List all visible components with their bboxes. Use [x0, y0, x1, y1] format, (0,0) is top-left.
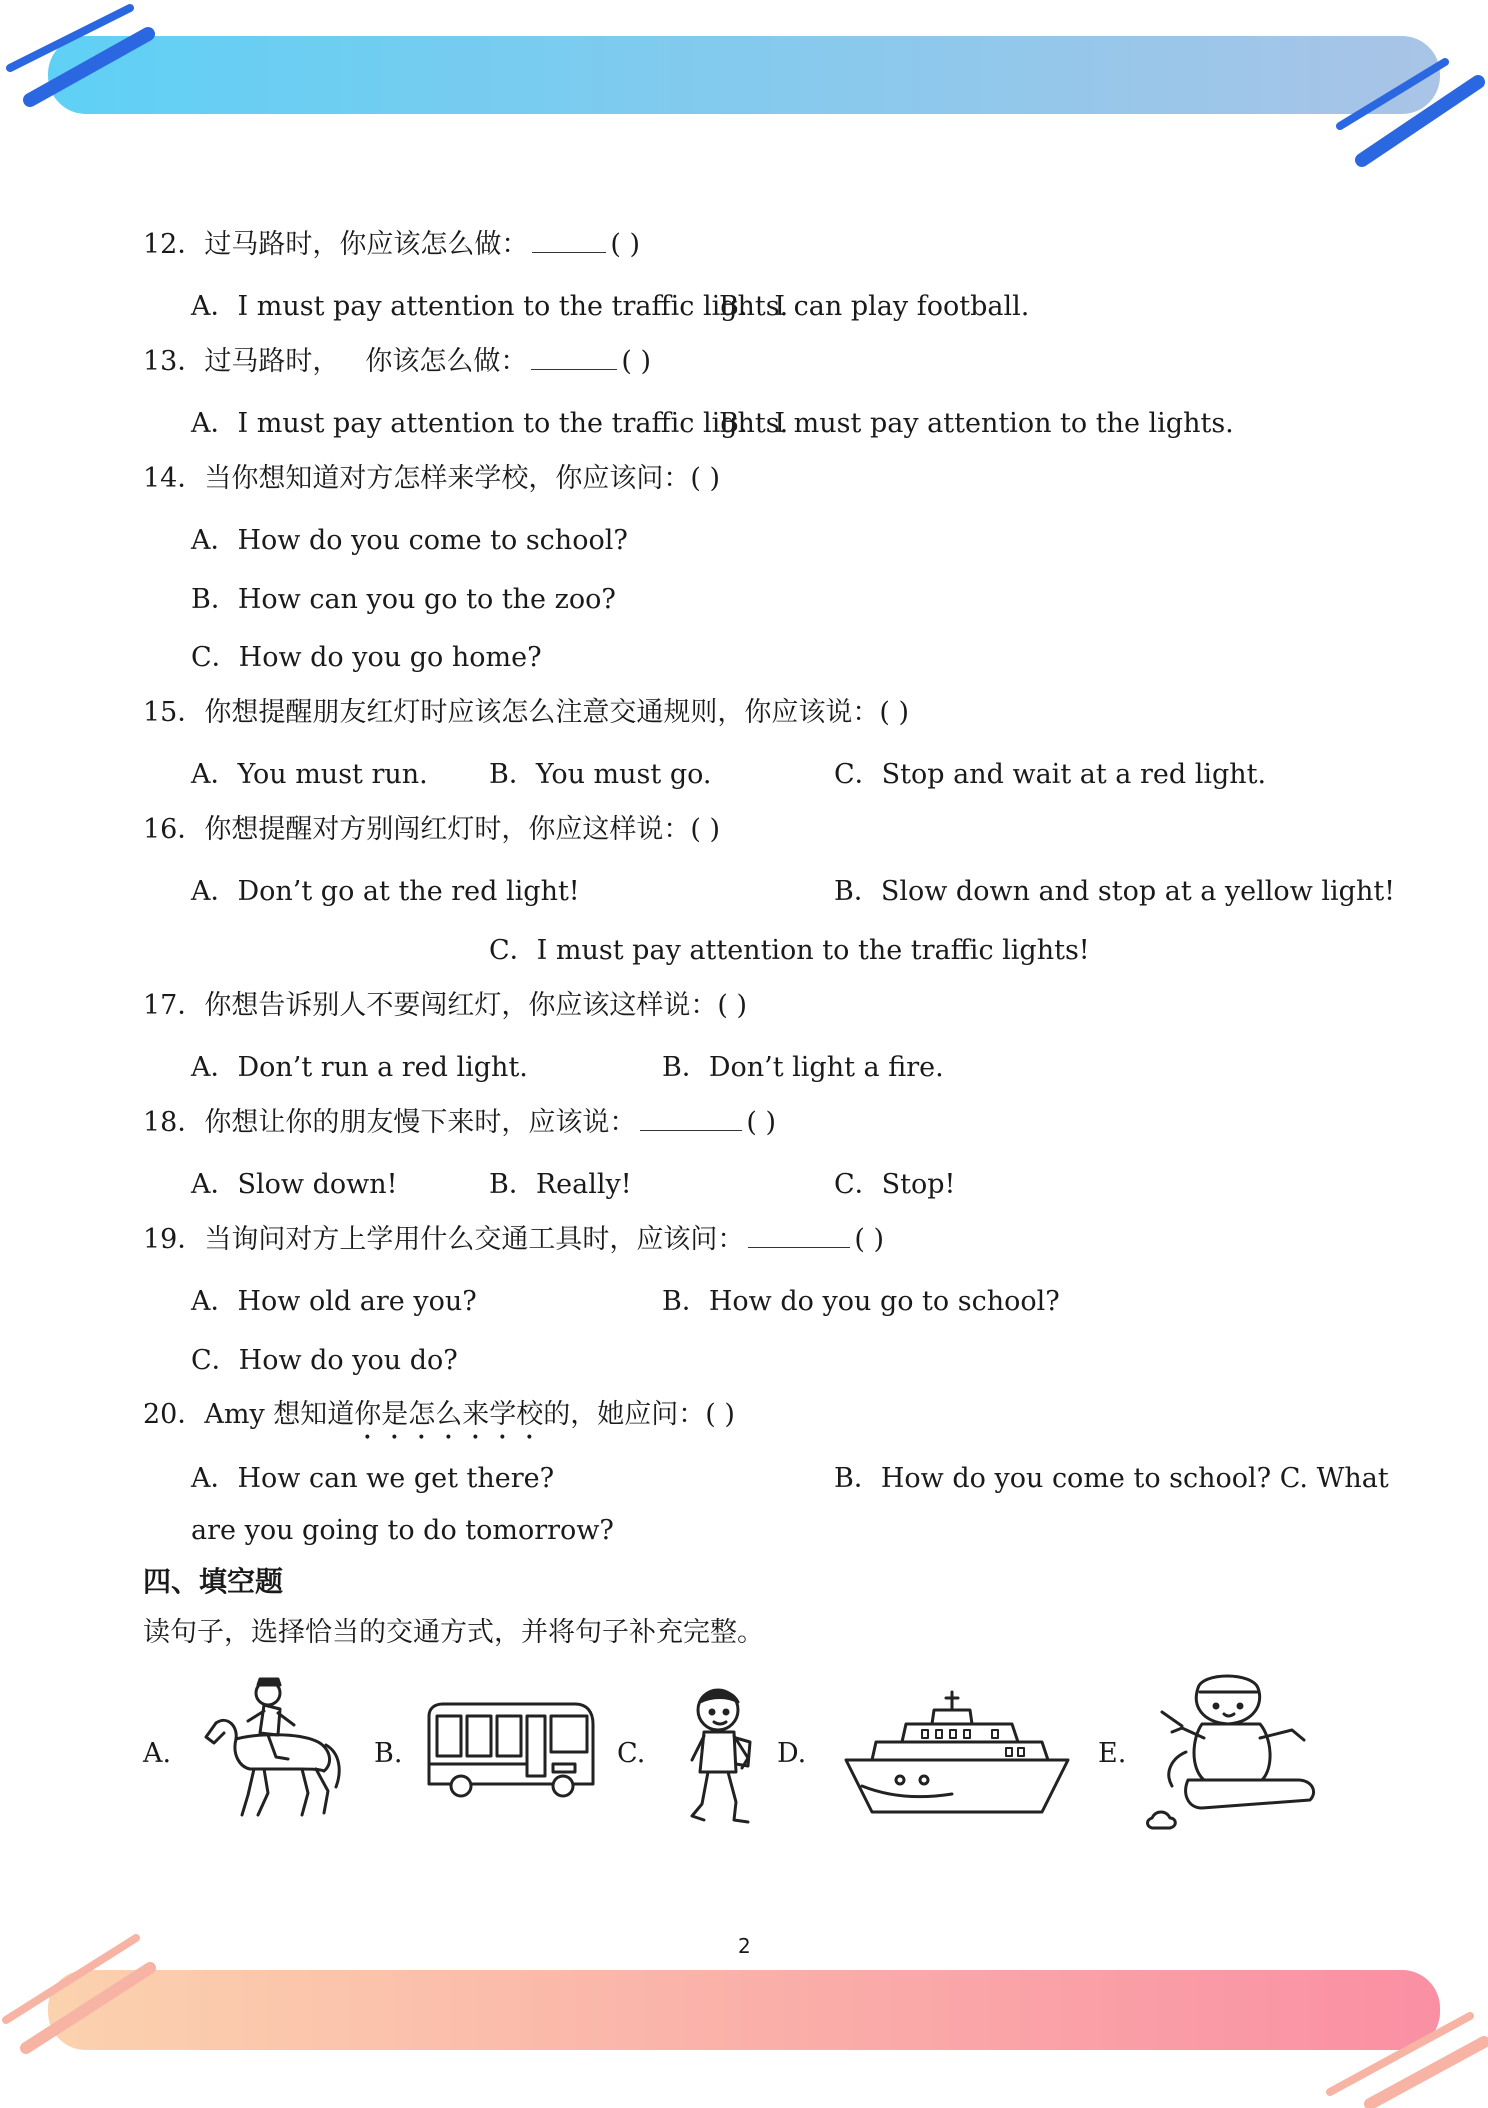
sled-child-icon — [1142, 1668, 1322, 1842]
question-18-option-c: C．Stop! — [834, 1169, 956, 1200]
question-20-option-a: A．How can we get there? — [191, 1463, 555, 1494]
ship-icon — [842, 1690, 1072, 1824]
answer-blank[interactable] — [748, 1225, 850, 1248]
picture-label-b: B. — [374, 1738, 403, 1769]
question-16-stem: 16．你想提醒对方别闯红灯时，你应这样说：( ) — [143, 814, 721, 845]
answer-blank[interactable] — [532, 230, 606, 253]
horse-rider-icon — [198, 1675, 348, 1829]
page-number: 2 — [738, 1934, 751, 1958]
answer-paren: ( ) — [610, 229, 641, 260]
question-13-stem-a: 13．过马路时， — [143, 346, 340, 377]
question-14-stem: 14．当你想知道对方怎样来学校，你应该问：( ) — [143, 463, 721, 494]
question-14-option-a: A．How do you come to school? — [191, 525, 628, 556]
answer-paren: ( ) — [854, 1224, 885, 1255]
question-17-option-a: A．Don’t run a red light. — [191, 1052, 528, 1083]
question-12-option-b: B． I can play football. — [719, 291, 1030, 322]
question-12-option-a: A．I must pay attention to the traffic lights. — [191, 291, 789, 322]
answer-paren: ( ) — [746, 1107, 777, 1138]
question-13-option-b: B． I must pay attention to the lights. — [719, 408, 1234, 439]
question-19-stem: 19．当询问对方上学用什么交通工具时，应该问： — [143, 1224, 745, 1255]
section-instruction: 读句子，选择恰当的交通方式，并将句子补充完整。 — [143, 1617, 764, 1648]
question-20-stem-a: 20．Amy 想知道 — [143, 1399, 355, 1430]
question-17-stem: 17．你想告诉别人不要闯红灯，你应该这样说：( ) — [143, 990, 748, 1021]
question-13-option-a: A．I must pay attention to the traffic lights. — [191, 408, 789, 439]
answer-blank[interactable] — [531, 347, 617, 370]
footer-decoration — [0, 1924, 1488, 2104]
question-16-option-a: A．Don’t go at the red light! — [191, 876, 580, 907]
picture-label-e: E. — [1098, 1738, 1127, 1769]
question-15-option-a: A．You must run. — [191, 759, 428, 790]
question-19-option-c: C．How do you do? — [191, 1345, 458, 1376]
question-12 — [143, 222, 640, 261]
bus-icon — [425, 1702, 597, 1806]
question-14-option-c: C．How do you go home? — [191, 642, 542, 673]
question-17-option-b: B．Don’t light a fire. — [662, 1052, 944, 1083]
question-16-option-b: B．Slow down and stop at a yellow light! — [834, 876, 1396, 907]
question-20-stem-b: 的，她应问：( ) — [543, 1399, 735, 1430]
question-18-stem: 18．你想让你的朋友慢下来时，应该说： — [143, 1107, 637, 1138]
question-20-option-c-continued: are you going to do tomorrow? — [191, 1515, 614, 1546]
walking-boy-icon — [678, 1680, 766, 1834]
header-banner — [0, 0, 1488, 180]
question-12-stem: 12．过马路时，你应该怎么做： — [143, 229, 529, 260]
question-18 — [143, 1100, 776, 1139]
question-19-option-a: A．How old are you? — [191, 1286, 477, 1317]
picture-label-a: A. — [143, 1738, 172, 1769]
question-13 — [143, 339, 651, 378]
question-18-option-a: A．Slow down! — [191, 1169, 398, 1200]
question-14-option-b: B．How can you go to the zoo? — [191, 584, 616, 615]
question-20 — [143, 1392, 735, 1446]
section-title: 四、填空题 — [143, 1565, 284, 1598]
question-16-option-c: C．I must pay attention to the traffic lights! — [489, 935, 1090, 966]
question-20-option-b: B．How do you come to school? C. What — [834, 1463, 1389, 1494]
footer-banner — [0, 1924, 1488, 2104]
picture-label-d: D. — [777, 1738, 807, 1769]
header-decoration — [0, 0, 1488, 180]
question-20-stem-emphasis: 你是怎么来学校 — [354, 1399, 544, 1430]
question-15-stem: 15．你想提醒朋友红灯时应该怎么注意交通规则，你应该说：( ) — [143, 697, 910, 728]
question-15-option-b: B．You must go. — [489, 759, 712, 790]
answer-paren: ( ) — [621, 346, 652, 377]
question-19 — [143, 1217, 884, 1256]
answer-blank[interactable] — [640, 1108, 742, 1131]
picture-label-c: C. — [617, 1738, 646, 1769]
question-13-stem-b: 你该怎么做： — [365, 346, 528, 377]
question-19-option-b: B．How do you go to school? — [662, 1286, 1060, 1317]
question-15-option-c: C．Stop and wait at a red light. — [834, 759, 1267, 790]
question-18-option-b: B．Really! — [489, 1169, 632, 1200]
